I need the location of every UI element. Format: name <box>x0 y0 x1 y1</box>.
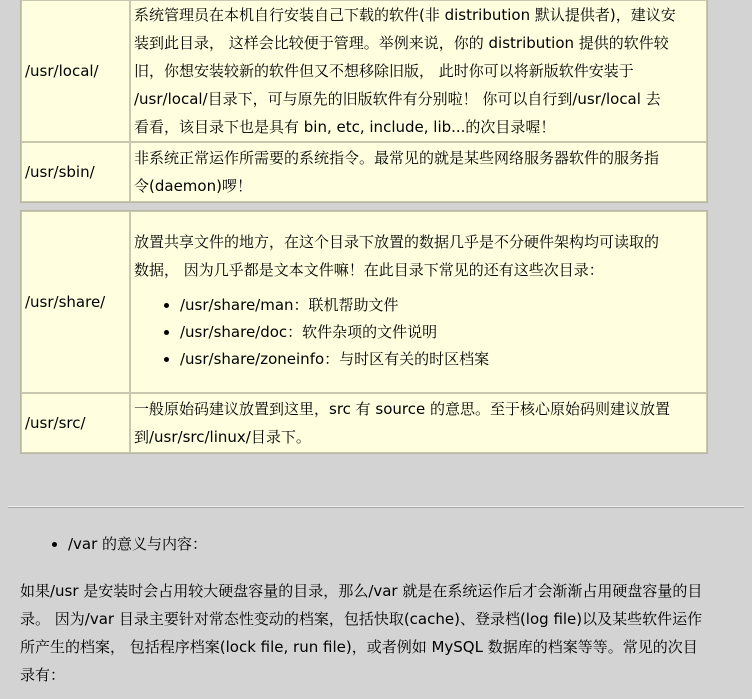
horizontal-divider <box>8 506 744 508</box>
subdirectory-list <box>134 292 700 373</box>
description-line: 旧，你想安装较新的软件但又不想移除旧版， 此时你可以将新版软件安装于 <box>134 62 634 80</box>
description-line: 令(daemon)啰！ <box>134 177 252 195</box>
table-row <box>21 142 707 202</box>
directory-table-usr-upper <box>20 0 708 203</box>
list-item: • /usr/share/zoneinfo：与时区有关的时区档案 <box>180 346 700 373</box>
description-line: 非系统正常运作所需要的系统指令。最常见的就是某些网络服务器软件的服务指 <box>134 149 660 167</box>
directory-table-usr-lower <box>20 210 708 454</box>
dir-path-cell: /usr/local/ <box>21 0 130 142</box>
table-row <box>21 0 707 142</box>
description-line: 一般原始码建议放置到这里，src 有 source 的意思。至于核心原始码则建议放置 <box>134 400 671 418</box>
dir-description-cell <box>130 142 707 202</box>
list-item: • /usr/share/man：联机帮助文件 <box>180 292 700 319</box>
body-paragraph <box>20 577 746 689</box>
dir-path-cell: /usr/sbin/ <box>21 142 130 202</box>
description-line: 数据， 因为几乎都是文本文件嘛！在此目录下常见的还有这些次目录： <box>134 260 604 279</box>
description-line: 装到此目录， 这样会比较便于管理。举例来说，你的 distribution 提供的软件较 <box>134 34 669 52</box>
description-line: 看看，该目录下也是具有 bin, etc, include, lib...的次目录喔！ <box>134 118 556 136</box>
dir-path-cell: /usr/src/ <box>21 393 130 453</box>
paragraph-line: 录有： <box>20 666 66 684</box>
table-row <box>21 211 707 393</box>
dir-description-cell <box>130 211 707 393</box>
section-heading-list <box>22 530 207 558</box>
dir-path-cell: /usr/share/ <box>21 211 130 393</box>
description-line: /usr/local/目录下，可与原先的旧版软件有分别啦！ 你可以自行到/usr/local 去 <box>134 90 661 108</box>
section-heading: • /var 的意义与内容： <box>68 530 207 558</box>
table-row <box>21 393 707 453</box>
dir-description-cell <box>130 0 707 142</box>
description-line: 到/usr/src/linux/目录下。 <box>134 428 311 446</box>
description-line: 系统管理员在本机自行安装自己下载的软件(非 distribution 默认提供者)，建议安 <box>134 6 676 24</box>
description-line: 放置共享文件的地方，在这个目录下放置的数据几乎是不分硬件架构均可读取的 <box>134 232 660 251</box>
paragraph-line: 所产生的档案， 包括程序档案(lock file, run file)，或者例如 MySQL 数据库的档案等等。常见的次目 <box>20 638 698 656</box>
list-item: • /usr/share/doc：软件杂项的文件说明 <box>180 319 700 346</box>
paragraph-line: 录。 因为/var 目录主要针对常态性变动的档案，包括快取(cache)、登录档(log file)以及某些软件运作 <box>20 610 703 628</box>
dir-description-cell <box>130 393 707 453</box>
paragraph-line: 如果/usr 是安装时会占用较大硬盘容量的目录，那么/var 就是在系统运作后才会渐渐占用硬盘容量的目 <box>20 582 703 600</box>
